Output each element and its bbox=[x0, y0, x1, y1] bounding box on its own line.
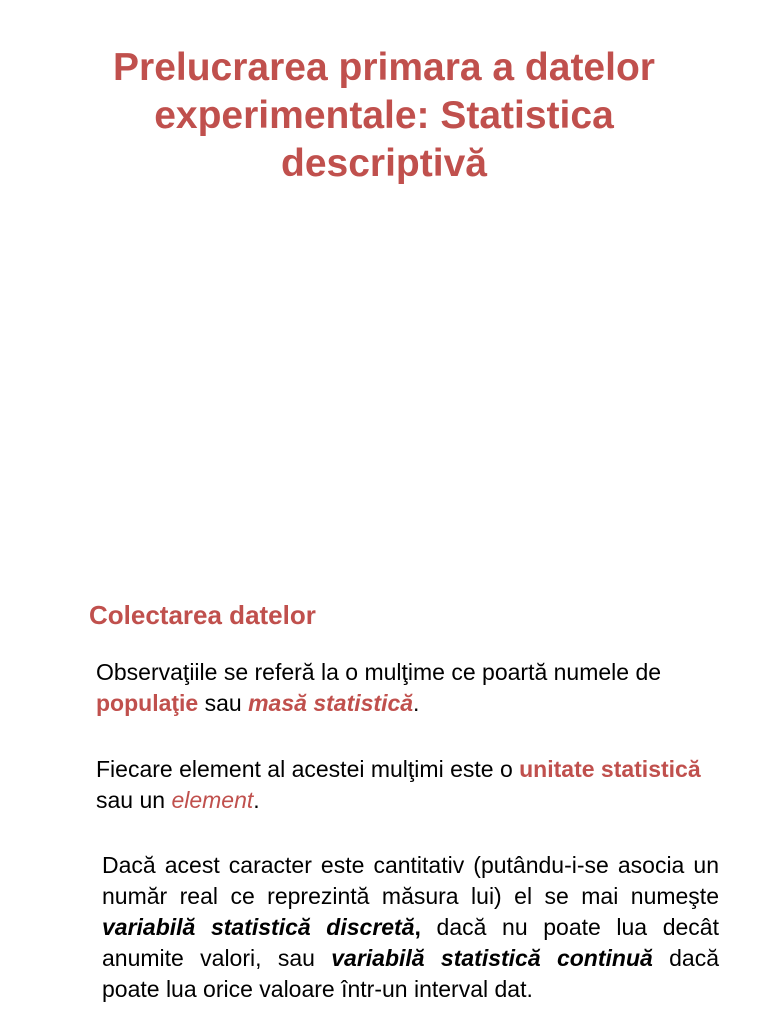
term-continuous-variable: variabilă statistică continuă bbox=[331, 945, 653, 971]
section-heading: Colectarea datelor bbox=[89, 600, 316, 630]
paragraph-population bbox=[96, 657, 736, 719]
title-line-2: experimentale: Statistica bbox=[154, 94, 614, 137]
paragraph-text: dacă poate lua orice valoare într-un interval dat. bbox=[102, 945, 719, 1002]
paragraph-variables bbox=[102, 850, 719, 1005]
term-element: element bbox=[171, 787, 254, 813]
paragraph-text: Fiecare element al acestei mulţimi este o bbox=[96, 756, 520, 782]
paragraph-text: sau un bbox=[96, 787, 172, 813]
term-statistical-unit: unitate statistică bbox=[519, 756, 701, 782]
term-discrete-variable: variabilă statistică discretă bbox=[102, 914, 415, 940]
paragraph-text: sau bbox=[198, 690, 249, 716]
paragraph-comma: , bbox=[414, 914, 421, 940]
paragraph-text: . bbox=[413, 690, 420, 716]
paragraph-text: Observaţiile se referă la o mulţime ce poartă numele de bbox=[96, 659, 662, 685]
paragraph-statistical-unit bbox=[96, 754, 736, 816]
paragraph-text: dacă nu poate lua decât anumite valori, sau bbox=[102, 914, 719, 971]
term-population: populaţie bbox=[96, 690, 199, 716]
paragraph-text: Dacă acest caracter este cantitativ (putându-i-se asocia un număr real ce reprezintă măsura lui) el se mai numeşte bbox=[102, 852, 719, 909]
page-title bbox=[40, 44, 728, 188]
paragraph-text: . bbox=[253, 787, 260, 813]
term-statistical-mass: masă statistică bbox=[248, 690, 414, 716]
title-line-3: descriptivă bbox=[281, 142, 487, 185]
title-line-1: Prelucrarea primara a datelor bbox=[113, 46, 655, 89]
